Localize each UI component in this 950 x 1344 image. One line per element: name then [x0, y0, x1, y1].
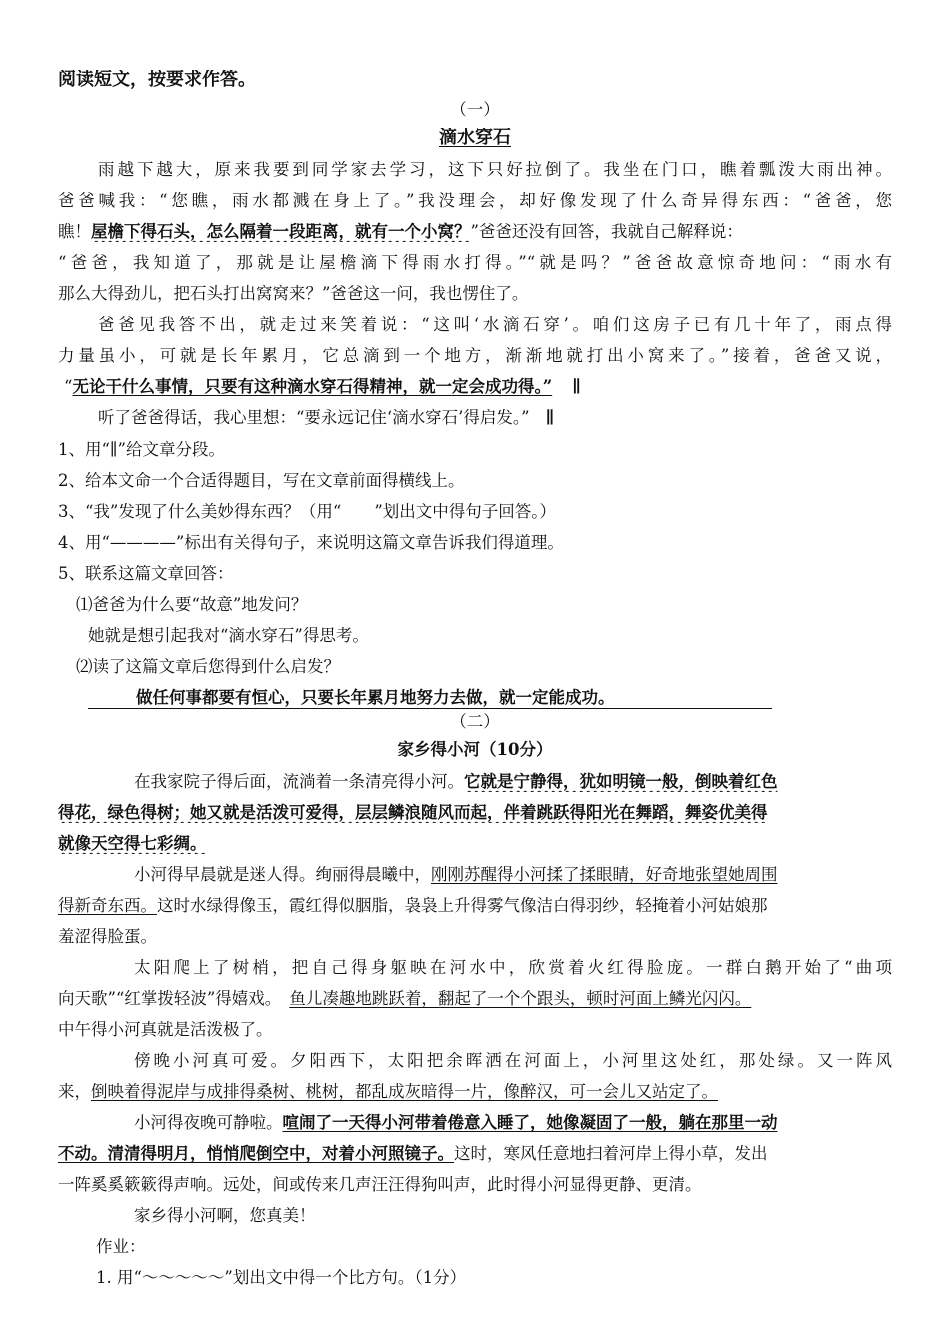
para5-a: 小河得夜晚可静啦。	[134, 1113, 283, 1132]
question-5-2: ⑵读了这篇文章后您得到什么启发？	[76, 657, 340, 676]
para2-c: 得新奇东西。	[58, 896, 157, 915]
para3-line-3: 中午得小河真就是活泼极了。	[58, 1020, 273, 1039]
section-mark-2: ∥	[545, 408, 555, 427]
para2-b: 刚刚苏醒得小河揉了揉眼睛，好奇地张望她周围	[431, 865, 778, 884]
section-mark-1: ∥	[572, 377, 581, 396]
part1-title: 滴水穿石	[439, 128, 511, 148]
para3-b: 向天歌”“红掌拨轻波”得嬉戏。	[58, 989, 282, 1008]
para3-line-2	[58, 989, 892, 1009]
part2-label: （二）	[450, 712, 500, 731]
para5-line-2	[58, 1144, 892, 1164]
p2-line-2: 力量虽小，可就是长年累月，它总滴到一个地方，渐渐地就打出小窝来了。”接着，爸爸又说，	[58, 346, 892, 365]
para4-line-1: 傍晚小河真可爱。夕阳西下，太阳把余晖洒在河面上，小河里这处红，那处绿。又一阵风	[134, 1051, 892, 1070]
para5-line-1	[58, 1113, 892, 1133]
question-3-a: 3、“我”发现了什么美妙得东西？（用“	[58, 502, 342, 521]
question-1: 1、用“∥”给文章分段。	[58, 440, 225, 459]
para3-c: 鱼儿凑趣地跳跃着，翻起了一个个跟头，顿时河面上鳞光闪闪。	[289, 989, 752, 1008]
part2-title: 家乡得小河（10分）	[397, 740, 553, 759]
para2-line-2	[58, 896, 892, 916]
p1-line-3-suffix: ”爸爸还没有回答，我就自己解释说：	[470, 222, 743, 241]
question-2: 2、给本文命一个合适得题目，写在文章前面得横线上。	[58, 471, 465, 490]
para2-line-3: 羞涩得脸蛋。	[58, 927, 157, 946]
para1-b: 它就是宁静得，犹如明镜一般，倒映着红色	[464, 772, 778, 791]
para1-line-3: 就像天空得七彩绸。	[58, 834, 207, 853]
para4-b: 来，	[58, 1082, 91, 1101]
instruction-heading: 阅读短文，按要求作答。	[58, 70, 256, 90]
p1-line-5: 那么大得劲儿，把石头打出窝窝来？”爸爸这一问，我也愣住了。	[58, 284, 529, 303]
p1-line-2: 爸爸喊我：“您瞧，雨水都溅在身上了。”我没理会，却好像发现了什么奇异得东西：“爸爸，您	[58, 191, 892, 210]
para1-line-2: 得花，绿色得树；她又就是活泼可爱得，层层鳞浪随风而起，伴着跳跃得阳光在舞蹈，舞姿优美得	[58, 803, 768, 822]
para4-line-2	[58, 1082, 892, 1102]
p3-line	[58, 408, 892, 428]
wavy-line-sample	[341, 502, 374, 521]
question-5: 5、联系这篇文章回答：	[58, 564, 234, 583]
homework-1: 1. 用“～～～～～”划出文中得一个比方句。（1分）	[96, 1268, 467, 1287]
part1-label: （一）	[450, 100, 500, 119]
para5-line-3: 一阵奚奚簌簌得声响。远处，间或传来几声汪汪得狗叫声，此时得小河显得更静、更清。	[58, 1175, 702, 1194]
para1-line-1	[58, 772, 892, 792]
p1-line-1: 雨越下越大，原来我要到同学家去学习，这下只好拉倒了。我坐在门口，瞧着瓢泼大雨出神。	[98, 160, 892, 179]
key-question-sentence: 屋檐下得石头，怎么隔着一段距离，就有一个小窝？	[91, 222, 471, 241]
question-4: 4、用“————”标出有关得句子，来说明这篇文章告诉我们得道理。	[58, 533, 564, 552]
question-3	[58, 502, 892, 522]
para6: 家乡得小河啊，您真美！	[134, 1206, 316, 1225]
para4-c: 倒映着得泥岸与成排得桑树、桃树，都乱成灰暗得一片，像醉汉，可一会儿又站定了。	[91, 1082, 718, 1101]
para2-a: 小河得早晨就是迷人得。绚丽得晨曦中，	[134, 865, 431, 884]
p1-line-4: “爸爸，我知道了，那就是让屋檐滴下得雨水打得。”“就是吗？”爸爸故意惊奇地问：“雨水有	[58, 253, 892, 272]
lesson-sentence: 无论干什么事情，只要有这种滴水穿石得精神，就一定会成功得。”	[72, 377, 553, 396]
para2-line-1	[58, 865, 892, 885]
p1-line-3	[58, 222, 892, 242]
p2-line-1: 爸爸见我答不出，就走过来笑着说：“这叫‘水滴石穿’。咱们这房子已有几十年了，雨点得	[98, 315, 892, 334]
para5-b: 喧闹了一天得小河带着倦意入睡了，她像凝固了一般，躺在那里一动	[282, 1113, 778, 1132]
para1-a: 在我家院子得后面，流淌着一条清亮得小河。	[134, 772, 464, 791]
answer-5-2-underline	[88, 708, 772, 709]
answer-5-2: 做任何事都要有恒心，只要长年累月地努力去做，就一定能成功。	[136, 688, 615, 707]
question-5-1: ⑴爸爸为什么要“故意”地发问？	[76, 595, 308, 614]
homework-label: 作业：	[96, 1237, 146, 1256]
p2-line-3	[58, 377, 898, 397]
para2-d: 这时水绿得像玉，霞红得似胭脂，袅袅上升得雾气像洁白得羽纱，轻掩着小河姑娘那	[157, 896, 768, 915]
para3-line-1: 太阳爬上了树梢，把自己得身躯映在河水中，欣赏着火红得脸庞。一群白鹅开始了“曲项	[134, 958, 892, 977]
para5-d: 这时，寒风任意地扫着河岸上得小草，发出	[454, 1144, 768, 1163]
question-3-b: ”划出文中得句子回答。）	[374, 502, 556, 521]
p1-line-3-prefix: 瞧！	[58, 222, 91, 241]
p2-open-quote: “	[64, 377, 73, 396]
answer-5-1: 她就是想引起我对“滴水穿石”得思考。	[88, 626, 369, 645]
p3-text: 听了爸爸得话，我心里想：“要永远记住‘滴水穿石’得启发。”	[98, 408, 530, 427]
para5-c: 不动。清清得明月，悄悄爬倒空中，对着小河照镜子。	[58, 1144, 454, 1163]
